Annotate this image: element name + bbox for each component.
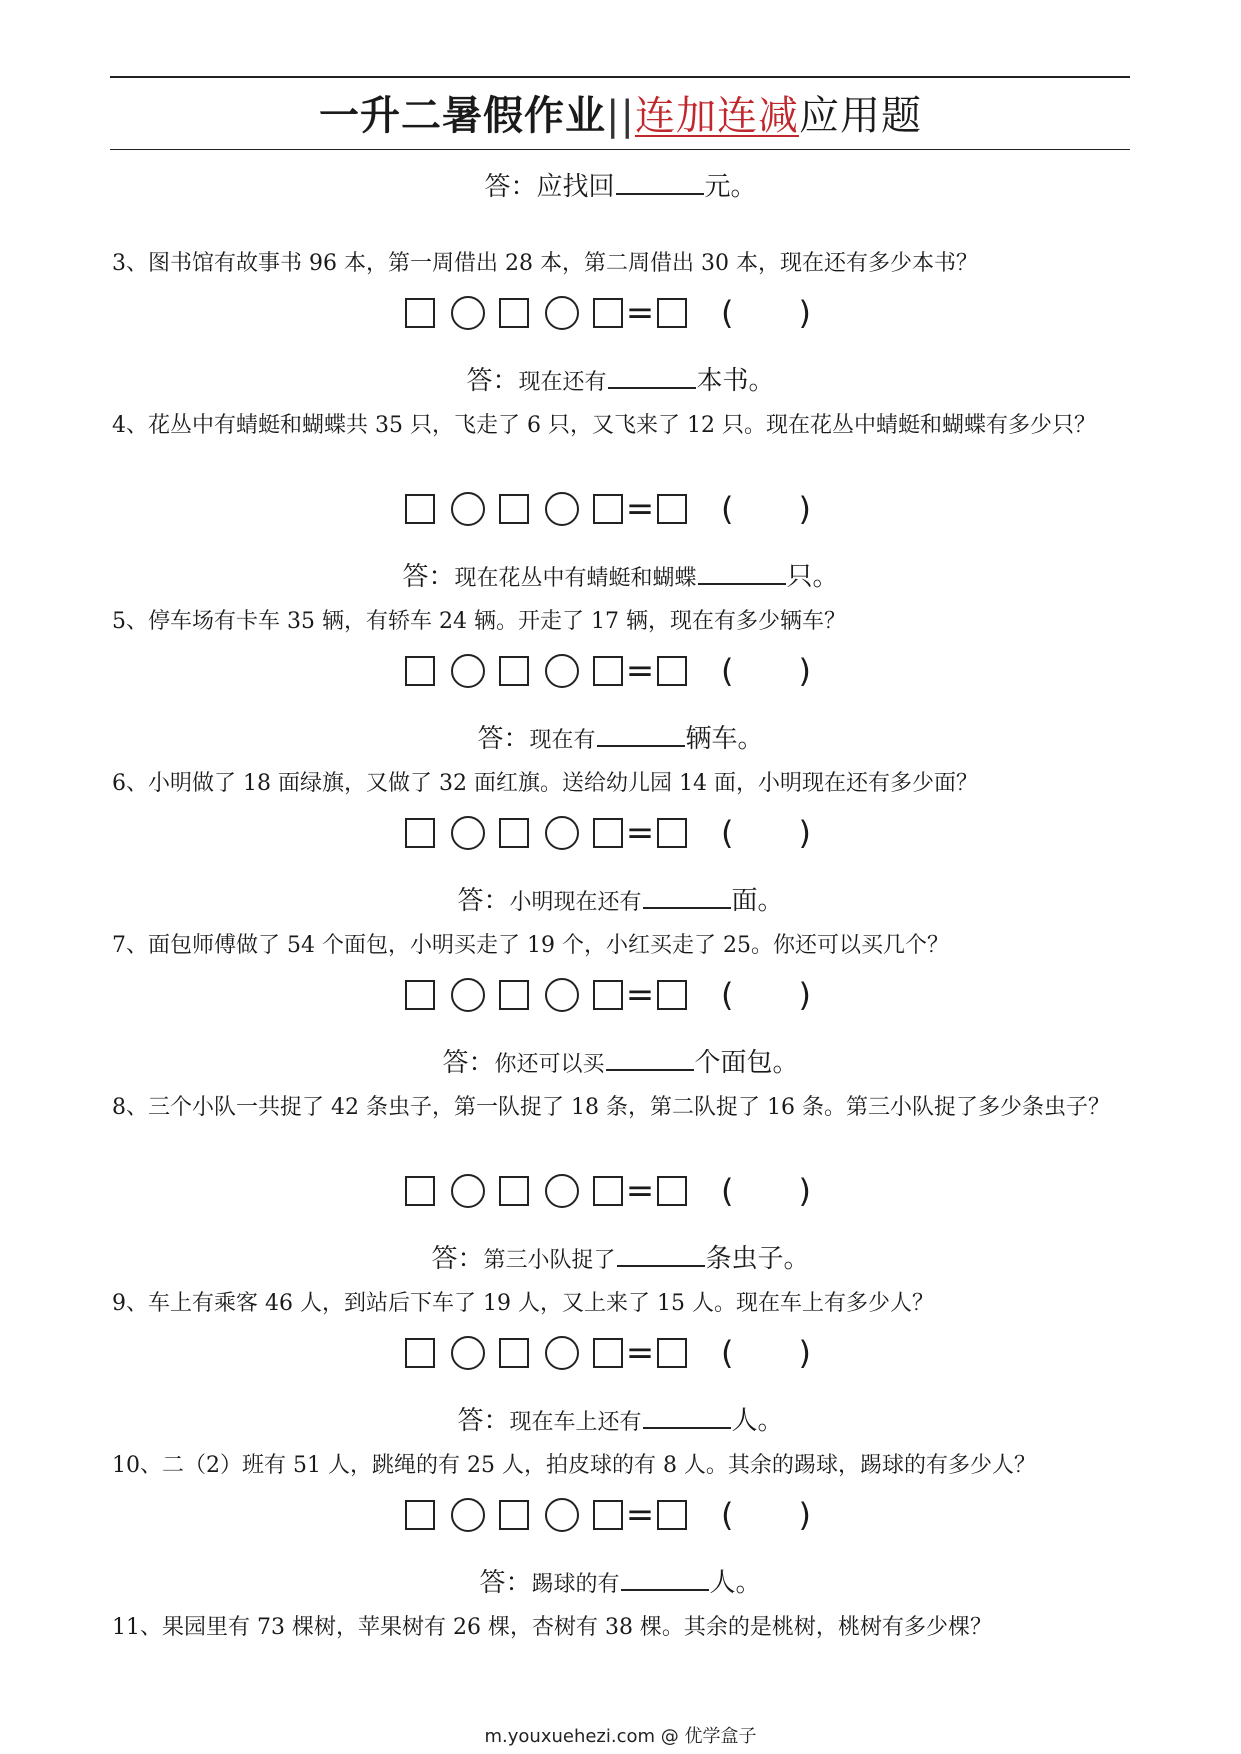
answer-text: 现在有 (529, 728, 596, 753)
operator-circle[interactable] (545, 1174, 579, 1208)
page-title (0, 84, 1241, 141)
answer-blank[interactable] (643, 906, 731, 909)
answer-blank[interactable] (621, 1588, 709, 1591)
answer-blank[interactable] (643, 1426, 731, 1429)
result-box[interactable] (657, 818, 687, 848)
operator-circle[interactable] (451, 816, 485, 850)
unit-parentheses[interactable]: ( ) (721, 1172, 811, 1210)
answer-unit: 元。 (704, 172, 757, 202)
answer-lead: 答： (402, 562, 455, 592)
equation-row-9 (405, 1333, 811, 1373)
answer-text: 应找回 (536, 172, 615, 202)
answer-unit: 本书。 (696, 366, 775, 396)
equals-sign: = (625, 813, 655, 853)
equals-sign: = (625, 1495, 655, 1535)
answer-line-9 (0, 1400, 1241, 1437)
answer-text: 现在车上还有 (509, 1410, 642, 1435)
answer-lead: 答： (442, 1048, 495, 1078)
question-11: 11、果园里有 73 棵树，苹果树有 26 棵，杏树有 38 棵。其余的是桃树，桃树有多少棵？ (112, 1615, 992, 1640)
answer-text: 踢球的有 (531, 1572, 620, 1597)
answer-line-5 (0, 718, 1241, 755)
question-8: 8、三个小队一共捉了 42 条虫子，第一队捉了 18 条，第二队捉了 16 条。第三小队捉了多少条虫子？ (112, 1095, 1110, 1120)
operator-circle[interactable] (545, 492, 579, 526)
question-7: 7、面包师傅做了 54 个面包，小明买走了 19 个，小红买走了 25。你还可以买几个？ (112, 933, 949, 958)
answer-line-10 (0, 1562, 1241, 1599)
answer-line-4 (0, 556, 1241, 593)
answer-lead: 答： (466, 366, 519, 396)
unit-parentheses[interactable]: ( ) (721, 814, 811, 852)
operator-circle[interactable] (451, 654, 485, 688)
result-box[interactable] (657, 494, 687, 524)
answer-unit: 条虫子。 (705, 1244, 810, 1274)
answer-blank[interactable] (698, 582, 786, 585)
result-box[interactable] (657, 1500, 687, 1530)
number-box[interactable] (593, 1338, 623, 1368)
number-box[interactable] (405, 1338, 435, 1368)
title-separator: || (606, 93, 635, 139)
number-box[interactable] (405, 1500, 435, 1530)
operator-circle[interactable] (451, 492, 485, 526)
result-box[interactable] (657, 1176, 687, 1206)
operator-circle[interactable] (451, 296, 485, 330)
answer-text: 第三小队捉了 (483, 1248, 616, 1273)
answer-line-7 (0, 1042, 1241, 1079)
answer-unit: 辆车。 (685, 724, 764, 754)
number-box[interactable] (405, 980, 435, 1010)
question-6: 6、小明做了 18 面绿旗，又做了 32 面红旗。送给幼儿园 14 面，小明现在还有多少面？ (112, 771, 978, 796)
answer-text: 小明现在还有 (509, 890, 642, 915)
unit-parentheses[interactable]: ( ) (721, 652, 811, 690)
number-box[interactable] (593, 1500, 623, 1530)
equals-sign: = (625, 651, 655, 691)
number-box[interactable] (499, 1338, 529, 1368)
result-box[interactable] (657, 980, 687, 1010)
number-box[interactable] (499, 494, 529, 524)
answer-lead: 答： (477, 724, 530, 754)
answer-unit: 面。 (731, 886, 784, 916)
title-tail: 应用题 (798, 93, 922, 139)
answer-line-8 (0, 1238, 1241, 1275)
equation-row-7 (405, 975, 811, 1015)
header-top-rule (110, 76, 1130, 78)
result-box[interactable] (657, 298, 687, 328)
answer-blank[interactable] (617, 1264, 705, 1267)
title-main: 一升二暑假作业 (319, 93, 607, 139)
result-box[interactable] (657, 656, 687, 686)
answer-lead: 答： (484, 172, 537, 202)
answer-lead: 答： (479, 1568, 532, 1598)
equals-sign: = (625, 489, 655, 529)
answer-line-top (0, 166, 1241, 203)
number-box[interactable] (405, 818, 435, 848)
answer-lead: 答： (457, 886, 510, 916)
answer-text: 现在还有 (518, 370, 607, 395)
number-box[interactable] (405, 1176, 435, 1206)
question-5: 5、停车场有卡车 35 辆，有轿车 24 辆。开走了 17 辆，现在有多少辆车？ (112, 609, 846, 634)
number-box[interactable] (593, 298, 623, 328)
number-box[interactable] (499, 818, 529, 848)
equals-sign: = (625, 975, 655, 1015)
operator-circle[interactable] (451, 978, 485, 1012)
answer-unit: 人。 (731, 1406, 784, 1436)
title-highlight: 连加连减 (634, 93, 799, 139)
result-box[interactable] (657, 1338, 687, 1368)
unit-parentheses[interactable]: ( ) (721, 976, 811, 1014)
number-box[interactable] (593, 980, 623, 1010)
operator-circle[interactable] (451, 1336, 485, 1370)
answer-text: 你还可以买 (494, 1052, 605, 1077)
operator-circle[interactable] (451, 1174, 485, 1208)
number-box[interactable] (405, 494, 435, 524)
question-10: 10、二（2）班有 51 人，跳绳的有 25 人，拍皮球的有 8 人。其余的踢球，踢球的有多少人？ (112, 1453, 1036, 1478)
number-box[interactable] (593, 818, 623, 848)
operator-circle[interactable] (545, 978, 579, 1012)
equation-row-10 (405, 1495, 811, 1535)
operator-circle[interactable] (545, 1498, 579, 1532)
question-3: 3、图书馆有故事书 96 本，第一周借出 28 本，第二周借出 30 本，现在还有多少本书？ (112, 251, 978, 276)
equals-sign: = (625, 1171, 655, 1211)
number-box[interactable] (593, 494, 623, 524)
header-bottom-rule (110, 149, 1130, 150)
number-box[interactable] (593, 1176, 623, 1206)
answer-blank[interactable] (616, 192, 704, 195)
operator-circle[interactable] (451, 1498, 485, 1532)
operator-circle[interactable] (545, 816, 579, 850)
answer-lead: 答： (457, 1406, 510, 1436)
answer-blank[interactable] (606, 1068, 694, 1071)
number-box[interactable] (405, 298, 435, 328)
answer-line-6 (0, 880, 1241, 917)
unit-parentheses[interactable]: ( ) (721, 1496, 811, 1534)
question-9: 9、车上有乘客 46 人，到站后下车了 19 人，又上来了 15 人。现在车上有多少人？ (112, 1291, 934, 1316)
unit-parentheses[interactable]: ( ) (721, 490, 811, 528)
equation-row-6 (405, 813, 811, 853)
question-4: 4、花丛中有蜻蜓和蝴蝶共 35 只，飞走了 6 只，又飞来了 12 只。现在花丛中蜻蜓和蝴蝶有多少只？ (112, 413, 1096, 438)
footer-watermark: m.youxuehezi.com @ 优学盒子 (484, 1726, 757, 1747)
equals-sign: = (625, 1333, 655, 1373)
answer-unit: 人。 (709, 1568, 762, 1598)
answer-line-3 (0, 360, 1241, 397)
equation-row-8 (405, 1171, 811, 1211)
unit-parentheses[interactable]: ( ) (721, 294, 811, 332)
operator-circle[interactable] (545, 296, 579, 330)
number-box[interactable] (499, 298, 529, 328)
equals-sign: = (625, 293, 655, 333)
number-box[interactable] (499, 1176, 529, 1206)
number-box[interactable] (593, 656, 623, 686)
equation-row-5 (405, 651, 811, 691)
number-box[interactable] (499, 980, 529, 1010)
equation-row-4 (405, 489, 811, 529)
answer-blank[interactable] (608, 386, 696, 389)
number-box[interactable] (405, 656, 435, 686)
unit-parentheses[interactable]: ( ) (721, 1334, 811, 1372)
answer-lead: 答： (431, 1244, 484, 1274)
answer-blank[interactable] (597, 744, 685, 747)
operator-circle[interactable] (545, 1336, 579, 1370)
operator-circle[interactable] (545, 654, 579, 688)
answer-text: 现在花丛中有蜻蜓和蝴蝶 (454, 566, 697, 591)
equation-row-3 (405, 293, 811, 333)
answer-unit: 只。 (786, 562, 839, 592)
number-box[interactable] (499, 656, 529, 686)
number-box[interactable] (499, 1500, 529, 1530)
answer-unit: 个面包。 (694, 1048, 799, 1078)
